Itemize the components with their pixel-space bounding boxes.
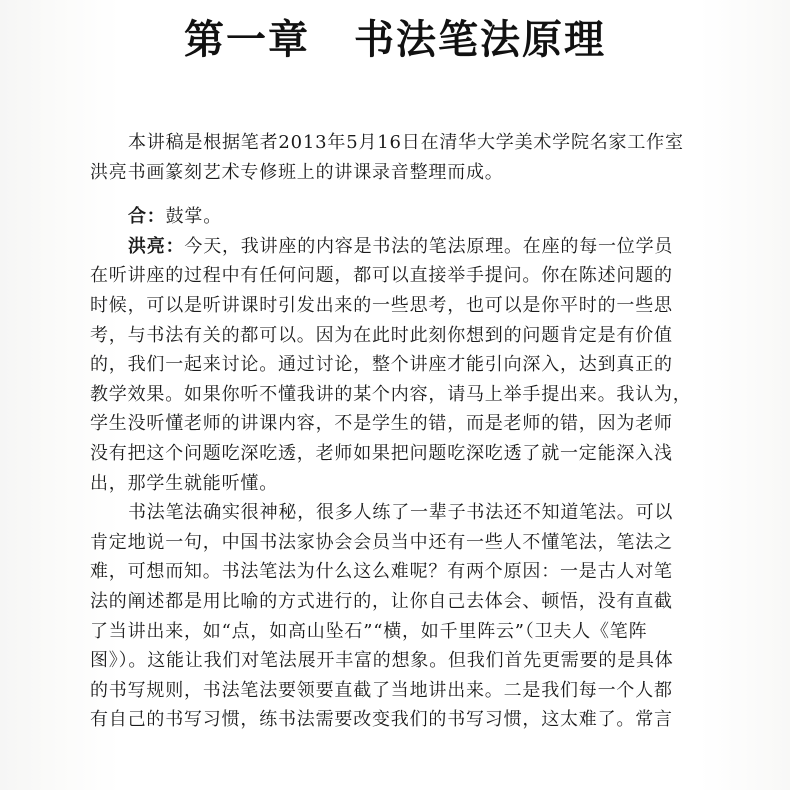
dialogue-line: 时候，可以是听讲课时引发出来的一些思考，也可以是你平时的一些思	[90, 294, 673, 316]
chapter-body	[90, 128, 690, 735]
dialogue-line: 教学效果。如果你听不懂我讲的某个内容，请马上举手提出来。我认为，	[90, 383, 692, 405]
dialogue-applause	[90, 202, 690, 232]
chapter-heading	[0, 12, 790, 68]
paragraph-line: 法的阐述都是用比喻的方式进行的，让你自己去体会、顿悟，没有直截	[90, 590, 673, 612]
paragraph-line: 肯定地说一句，中国书法家协会会员当中还有一些人不懂笔法，笔法之	[90, 531, 673, 553]
dialogue-text: 今天，我讲座的内容是书法的笔法原理。在座的每一位学员	[184, 235, 674, 257]
dialogue-line: 出，那学生就能听懂。	[90, 472, 278, 494]
paragraph-line: 图》）。这能让我们对笔法展开丰富的想象。但我们首先更需要的是具体	[90, 650, 674, 672]
dialogue-line: 的，我们一起来讨论。通过讨论，整个讲座才能引向深入，达到真正的	[90, 354, 673, 376]
speaker-label: 洪亮：	[128, 235, 185, 257]
paragraph-line: 难，可想而知。书法笔法为什么这么难呢？有两个原因：一是古人对笔	[90, 561, 673, 583]
paragraph-line: 有自己的书写习惯，练书法需要改变我们的书写习惯，这太难了。常言	[90, 709, 673, 731]
intro-line: 洪亮书画篆刻艺术专修班上的讲课录音整理而成。	[90, 161, 504, 183]
paragraph-line: 了当讲出来，如“点，如高山坠石”“横，如千里阵云”（卫夫人《笔阵	[90, 620, 648, 642]
chapter-title: 书法笔法原理	[354, 17, 606, 63]
intro-line: 本讲稿是根据笔者2013年5月16日在清华大学美术学院名家工作室	[128, 132, 684, 153]
paragraph-gap	[90, 187, 690, 202]
dialogue-line: 学生没听懂老师的讲课内容，不是学生的错，而是老师的错，因为老师	[90, 413, 673, 435]
paragraph-line: 的书写规则，书法笔法要领要直截了当地讲出来。二是我们每一个人都	[90, 679, 673, 701]
dialogue-text: 鼓掌。	[165, 206, 223, 228]
dialogue-line: 在听讲座的过程中有任何问题，都可以直接举手提问。你在陈述问题的	[90, 265, 673, 287]
chapter-number: 第一章	[184, 17, 310, 63]
dialogue-line: 考，与书法有关的都可以。因为在此时此刻你想到的问题肯定是有价值	[90, 324, 673, 346]
dialogue-line: 没有把这个问题吃深吃透，老师如果把问题吃深吃透了就一定能深入浅	[90, 442, 673, 464]
speaker-label: 合：	[128, 206, 166, 228]
dialogue-lecturer-first	[90, 232, 690, 262]
paragraph-line: 书法笔法确实很神秘，很多人练了一辈子书法还不知道笔法。可以	[128, 502, 674, 524]
